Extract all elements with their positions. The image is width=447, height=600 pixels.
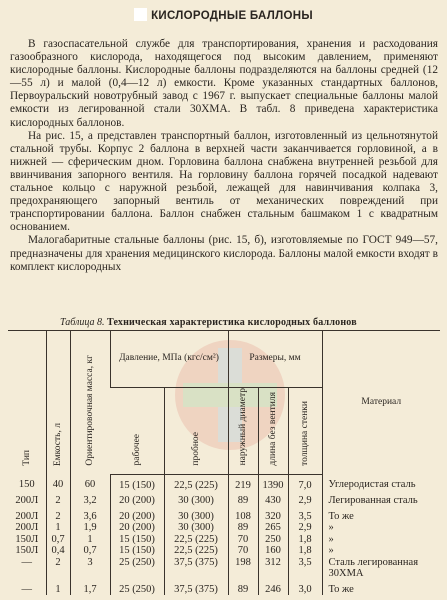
cell-test: 30 (300) bbox=[164, 507, 228, 523]
cell-wall: 3,5 bbox=[288, 507, 322, 523]
cell-type: — bbox=[21, 583, 32, 595]
cell-length: 312 bbox=[258, 557, 288, 580]
cell-capacity: 2 bbox=[46, 557, 70, 580]
cell-type: 150 bbox=[18, 479, 35, 491]
body-text bbox=[10, 38, 438, 274]
paragraph-3: Малогабаритные стальные баллоны (рис. 15, б), изготовляемые по ГОСТ 949—57, предназначены для хранения медицинского кислорода. Баллоны малой емкости входят в комплект кислородных bbox=[10, 234, 438, 273]
header-capacity: Емкость, л bbox=[46, 331, 70, 475]
cell-material: То же bbox=[322, 507, 440, 523]
cell-length: 320 bbox=[258, 507, 288, 523]
cell-working: 25 (250) bbox=[110, 580, 164, 596]
table-row bbox=[8, 557, 440, 580]
cell-material: » bbox=[322, 545, 440, 557]
cell-mass: 60 bbox=[70, 474, 110, 491]
cell-length: 246 bbox=[258, 580, 288, 596]
cell-material: » bbox=[322, 534, 440, 546]
cell-working: 20 (200) bbox=[110, 491, 164, 507]
cell-working: 20 (200) bbox=[110, 522, 164, 534]
cell-type: 200Л bbox=[15, 495, 39, 507]
cell-mass: 1,7 bbox=[70, 580, 110, 596]
cell-length: 250 bbox=[258, 534, 288, 546]
cell-mass: 3,2 bbox=[70, 491, 110, 507]
cell-material: » bbox=[322, 522, 440, 534]
header-sizes: Размеры, мм bbox=[228, 331, 322, 388]
table-row bbox=[8, 522, 440, 534]
header-pressure: Давление, МПа (кгс/см²) bbox=[110, 331, 228, 388]
cell-capacity: 40 bbox=[46, 474, 70, 491]
cell-type: 150Л bbox=[15, 533, 39, 545]
spec-table bbox=[8, 330, 440, 595]
header-length: длина без вентиля bbox=[258, 388, 288, 475]
cell-working: 15 (150) bbox=[110, 545, 164, 557]
header-outer-diameter: наружный диаметр bbox=[228, 388, 258, 475]
cell-wall: 2,9 bbox=[288, 522, 322, 534]
cell-mass: 1,9 bbox=[70, 522, 110, 534]
cell-diameter: 198 bbox=[228, 557, 258, 580]
cell-wall: 2,9 bbox=[288, 491, 322, 507]
cell-diameter: 70 bbox=[228, 534, 258, 546]
caption-prefix: Таблица 8. bbox=[60, 317, 105, 328]
table-caption bbox=[60, 317, 357, 328]
cell-mass: 3,6 bbox=[70, 507, 110, 523]
cell-capacity: 0,7 bbox=[46, 534, 70, 546]
header-type: Тип bbox=[8, 331, 46, 475]
cell-length: 160 bbox=[258, 545, 288, 557]
paragraph-2: На рис. 15, а представлен транспортный баллон, изготовленный из цельнотянутой стальной трубы. Корпус 2 баллона в верхней части заканчивается горловиной, а в нижней — сферическим дном. Горловина баллона снабжена внутренней резьбой для ввинчивания запорного вентиля. На горловину баллона горячей посадкой надевают стальное кольцо с наружной резьбой, лежащей для навинчивания колпака 3, предохраняющего запорный вентиль от механических повреждений при транспортировании баллона. Баллон снабжен стальным башмаком 1 с квадратным основанием. bbox=[10, 129, 438, 234]
cell-mass: 0,7 bbox=[70, 545, 110, 557]
table-row bbox=[8, 534, 440, 546]
cell-test: 22,5 (225) bbox=[164, 534, 228, 546]
cell-length: 1390 bbox=[258, 474, 288, 491]
cell-type: 200Л bbox=[15, 510, 39, 522]
header-working: рабочее bbox=[110, 388, 164, 475]
cell-test: 30 (300) bbox=[164, 491, 228, 507]
cell-material: То же bbox=[322, 580, 440, 596]
cell-capacity: 1 bbox=[46, 522, 70, 534]
cell-test: 37,5 (375) bbox=[164, 557, 228, 580]
cell-working: 25 (250) bbox=[110, 557, 164, 580]
table-row bbox=[8, 474, 440, 491]
cell-mass: 3 bbox=[70, 557, 110, 580]
cell-diameter: 89 bbox=[228, 580, 258, 596]
cell-capacity: 2 bbox=[46, 491, 70, 507]
table-row bbox=[8, 545, 440, 557]
table-row bbox=[8, 491, 440, 507]
header-wall: толщина стенки bbox=[288, 388, 322, 475]
cell-wall: 3,5 bbox=[288, 557, 322, 580]
white-mark bbox=[134, 8, 147, 21]
cell-test: 37,5 (375) bbox=[164, 580, 228, 596]
table-row bbox=[8, 580, 440, 596]
cell-diameter: 108 bbox=[228, 507, 258, 523]
cell-working: 15 (150) bbox=[110, 474, 164, 491]
cell-wall: 1,8 bbox=[288, 534, 322, 546]
cell-diameter: 89 bbox=[228, 522, 258, 534]
caption-text: Техническая характеристика кислородных баллонов bbox=[106, 317, 357, 328]
cell-capacity: 2 bbox=[46, 507, 70, 523]
cell-test: 30 (300) bbox=[164, 522, 228, 534]
header-mass: Ориентировочная масса, кг bbox=[70, 331, 110, 475]
cell-material: Легированная сталь bbox=[322, 491, 440, 507]
cell-type: 200Л bbox=[15, 522, 39, 534]
cell-test: 22,5 (225) bbox=[164, 474, 228, 491]
cell-working: 15 (150) bbox=[110, 534, 164, 546]
cell-diameter: 219 bbox=[228, 474, 258, 491]
cell-capacity: 0,4 bbox=[46, 545, 70, 557]
header-test: пробное bbox=[164, 388, 228, 475]
cell-working: 20 (200) bbox=[110, 507, 164, 523]
cell-type: — bbox=[21, 556, 32, 568]
cell-diameter: 70 bbox=[228, 545, 258, 557]
cell-diameter: 89 bbox=[228, 491, 258, 507]
heading-text: КИСЛОРОДНЫЕ БАЛЛОНЫ bbox=[151, 10, 313, 22]
cell-length: 430 bbox=[258, 491, 288, 507]
cell-wall: 3,0 bbox=[288, 580, 322, 596]
cell-test: 22,5 (225) bbox=[164, 545, 228, 557]
cell-material: Углеродистая сталь bbox=[322, 474, 440, 491]
section-heading bbox=[0, 8, 447, 22]
cell-capacity: 1 bbox=[46, 580, 70, 596]
cell-wall: 7,0 bbox=[288, 474, 322, 491]
cell-type: 150Л bbox=[15, 545, 39, 557]
cell-material: Сталь легированная 30ХМА bbox=[322, 557, 440, 580]
header-material: Материал bbox=[322, 331, 440, 475]
paragraph-1: В газоспасательной службе для транспортирования, хранения и расходования газообразного кислорода, находящегося под высоким давлением, применяют кислородные баллоны. Кислородные баллоны подразделяются на баллоны средней (12—55 л) и малой (0,4—12 л) емкости. Кроме указанных стандартных баллонов, Первоуральский новотрубный завод с 1967 г. выпускает специальные баллоны малой емкости из легированной стали 30ХМА. В табл. 8 приведена характеристика кислородных баллонов. bbox=[10, 38, 438, 129]
cell-mass: 1 bbox=[70, 534, 110, 546]
cell-length: 265 bbox=[258, 522, 288, 534]
table-row bbox=[8, 507, 440, 523]
cell-wall: 1,8 bbox=[288, 545, 322, 557]
